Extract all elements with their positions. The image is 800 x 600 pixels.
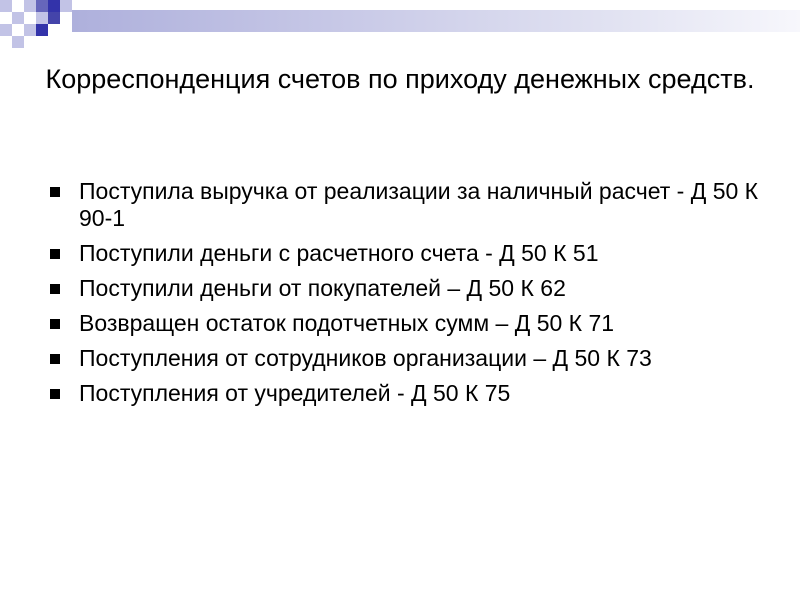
bullet-text: Поступили деньги с расчетного счета - Д 50 К 51 bbox=[79, 240, 599, 266]
deco-square bbox=[24, 0, 36, 12]
square-bullet-icon bbox=[50, 389, 60, 399]
square-bullet-icon bbox=[50, 319, 60, 329]
deco-square bbox=[24, 24, 36, 36]
slide-title: Корреспонденция счетов по приходу денежных средств. bbox=[45, 64, 755, 94]
bullet-text: Поступила выручка от реализации за наличный расчет - Д 50 К 90-1 bbox=[79, 178, 759, 231]
deco-square bbox=[0, 0, 12, 12]
deco-square-dark bbox=[36, 24, 48, 36]
header-decoration bbox=[0, 0, 800, 50]
deco-square bbox=[60, 0, 72, 12]
bullet-text: Поступления от сотрудников организации – Д 50 К 73 bbox=[79, 345, 652, 371]
bullet-item bbox=[50, 345, 770, 372]
deco-square-dark bbox=[48, 12, 60, 24]
bullet-text: Поступления от учредителей - Д 50 К 75 bbox=[79, 380, 511, 406]
deco-square-dark bbox=[36, 0, 48, 12]
deco-square bbox=[36, 12, 48, 24]
square-bullet-icon bbox=[50, 354, 60, 364]
bullet-text: Поступили деньги от покупателей – Д 50 К 62 bbox=[79, 275, 566, 301]
square-bullet-icon bbox=[50, 284, 60, 294]
square-bullet-icon bbox=[50, 187, 60, 197]
deco-square bbox=[0, 24, 12, 36]
deco-square bbox=[12, 12, 24, 24]
square-bullet-icon bbox=[50, 249, 60, 259]
header-gradient-bar bbox=[72, 10, 800, 32]
deco-square bbox=[12, 36, 24, 48]
bullet-item bbox=[50, 310, 770, 337]
bullet-list bbox=[50, 178, 770, 415]
deco-square-dark bbox=[48, 0, 60, 12]
bullet-text: Возвращен остаток подотчетных сумм – Д 50 К 71 bbox=[79, 310, 615, 336]
bullet-item bbox=[50, 240, 770, 267]
bullet-item bbox=[50, 380, 770, 407]
bullet-item bbox=[50, 275, 770, 302]
bullet-item bbox=[50, 178, 770, 232]
